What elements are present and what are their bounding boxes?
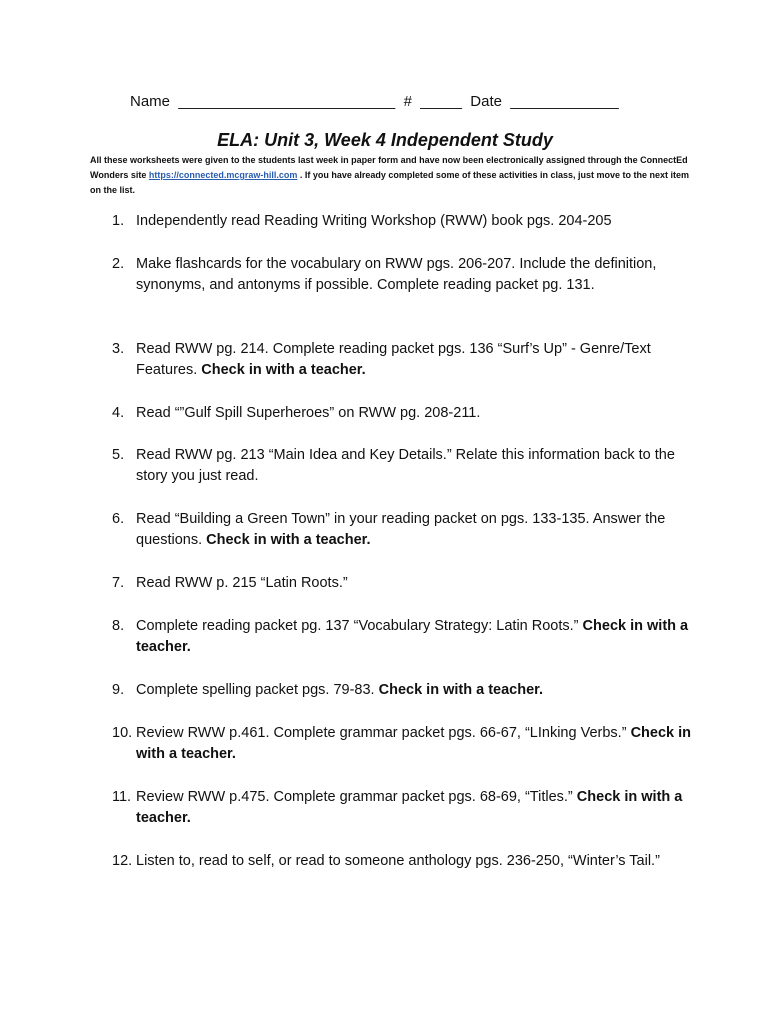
list-item [112,787,692,829]
intro-text-before-link: All these worksheets were given to the students last week in paper form and have now been electronically assigned through the ConnectEd Wonders site [90,155,688,180]
list-item-number: 2. [112,256,125,272]
list-item-bold-note: Check in with a teacher. [201,362,366,378]
list-item-number: 6. [112,511,125,527]
list-item-text: Read “Building a Green Town” in your reading packet on pgs. 133-135. Answer the questions. [136,511,666,548]
list-item [112,851,692,872]
list-item-text: Listen to, read to self, or read to someone anthology pgs. 236-250, “Winter’s Tail.” [136,853,660,869]
list-item-number: 10. [112,725,133,741]
list-item-bold-note: Check in with a teacher. [136,725,691,762]
list-item-bold-note: Check in with a teacher. [378,682,544,698]
list-item-text: Read “”Gulf Spill Superheroes” on RWW pg. 208-211. [136,405,481,421]
list-item-text: Complete reading packet pg. 137 “Vocabulary Strategy: Latin Roots.” [136,618,583,634]
connected-site-link[interactable]: https://connected.mcgraw-hill.com [148,170,298,180]
list-item [112,616,692,658]
name-number-date-line: Name __________________________ # _____ Date _____________ [130,93,619,110]
list-item-text: Complete spelling packet pgs. 79-83. [136,682,379,698]
list-item-bold-note: Check in with a teacher. [136,789,683,826]
list-item [112,211,692,232]
list-item-text: Read RWW p. 215 “Latin Roots.” [136,575,348,591]
list-item [112,509,692,551]
list-item-number: 1. [112,213,125,229]
list-item [112,445,692,487]
list-item-number: 5. [112,447,125,463]
list-item-text: Read RWW pg. 213 “Main Idea and Key Details.” Relate this information back to the story you just read. [136,447,675,484]
list-item-number: 3. [112,341,125,357]
list-item [112,339,692,381]
list-item-text: Independently read Reading Writing Workshop (RWW) book pgs. 204-205 [136,213,612,229]
list-item [112,723,692,765]
list-item-number: 8. [112,618,125,634]
list-item [112,680,692,701]
list-item [112,573,692,594]
list-item-number: 12. [112,853,133,869]
list-item-text: Review RWW p.461. Complete grammar packet pgs. 66-67, “LInking Verbs.” [136,725,631,741]
list-item-text: Read RWW pg. 214. Complete reading packet pgs. 136 “Surf’s Up” - Genre/Text Features. [136,341,651,378]
list-item-number: 11. [112,789,132,805]
list-item [112,403,692,424]
list-item [112,254,692,296]
list-item-bold-note: Check in with a teacher. [206,532,371,548]
list-item-number: 9. [112,682,125,698]
list-item-number: 7. [112,575,125,591]
list-item-text: Review RWW p.475. Complete grammar packet pgs. 68-69, “Titles.” [136,789,577,805]
list-item-bold-note: Check in with a teacher. [136,618,689,655]
intro-paragraph [90,153,690,198]
intro-text-after-link: . If you have already completed some of these activities in class, just move to the next item on the list. [90,170,690,195]
page-title: ELA: Unit 3, Week 4 Independent Study [217,130,553,150]
list-item-text: Make flashcards for the vocabulary on RWW pgs. 206-207. Include the definition, synonyms, and antonyms if possible. Complete reading packet pg. 131. [136,256,657,293]
list-item-number: 4. [112,405,125,421]
